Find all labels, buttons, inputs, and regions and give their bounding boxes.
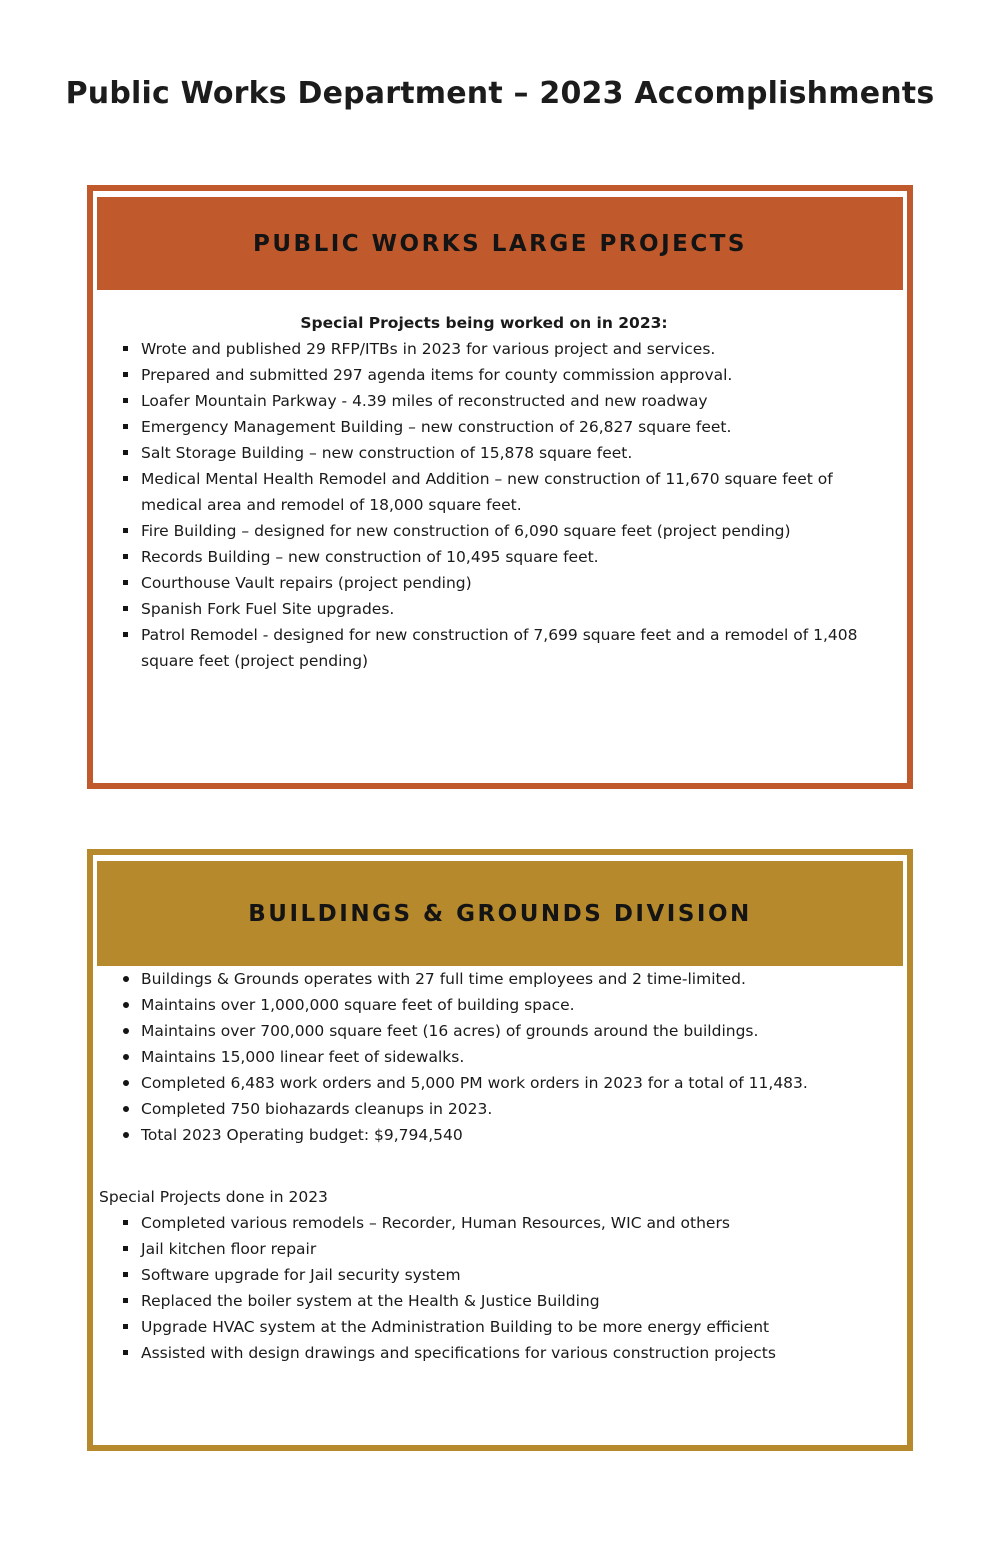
buildings-grounds-body [93,966,907,1366]
section-header-label: BUILDINGS & GROUNDS DIVISION [248,900,752,927]
buildings-grounds-overview-list [96,966,872,1148]
list-item: Spanish Fork Fuel Site upgrades. [96,596,872,622]
list-item: Patrol Remodel - designed for new construction of 7,699 square feet and a remodel of 1,408 square feet (project pending) [96,622,872,674]
list-item: Emergency Management Building – new construction of 26,827 square feet. [96,414,872,440]
list-item: Completed 750 biohazards cleanups in 2023. [96,1096,872,1122]
list-item: Wrote and published 29 RFP/ITBs in 2023 for various project and services. [96,336,872,362]
list-item: Fire Building – designed for new construction of 6,090 square feet (project pending) [96,518,872,544]
large-projects-body [93,310,907,674]
list-item: Courthouse Vault repairs (project pending) [96,570,872,596]
page-title: Public Works Department – 2023 Accomplishments [65,76,935,111]
section-header-large-projects [97,197,903,290]
list-item: Completed 6,483 work orders and 5,000 PM work orders in 2023 for a total of 11,483. [96,1070,872,1096]
list-item: Upgrade HVAC system at the Administration Building to be more energy efficient [96,1314,872,1340]
section-buildings-grounds [87,849,913,1451]
list-item: Maintains 15,000 linear feet of sidewalks. [96,1044,872,1070]
list-item: Maintains over 1,000,000 square feet of building space. [96,992,872,1018]
list-item: Records Building – new construction of 10,495 square feet. [96,544,872,570]
section-header-buildings-grounds [97,861,903,966]
list-item: Prepared and submitted 297 agenda items for county commission approval. [96,362,872,388]
section-large-projects [87,185,913,789]
list-item: Buildings & Grounds operates with 27 full time employees and 2 time-limited. [96,966,872,992]
list-item: Loafer Mountain Parkway - 4.39 miles of reconstructed and new roadway [96,388,872,414]
list-item: Software upgrade for Jail security system [96,1262,872,1288]
list-item: Salt Storage Building – new construction of 15,878 square feet. [96,440,872,466]
section-header-label: PUBLIC WORKS LARGE PROJECTS [253,230,747,257]
large-projects-subheader: Special Projects being worked on in 2023: [300,314,668,332]
special-projects-list [96,1210,872,1366]
list-item: Maintains over 700,000 square feet (16 acres) of grounds around the buildings. [96,1018,872,1044]
special-projects-title: Special Projects done in 2023 [99,1188,328,1206]
list-item: Replaced the boiler system at the Health & Justice Building [96,1288,872,1314]
list-item: Assisted with design drawings and specifications for various construction projects [96,1340,872,1366]
list-item: Jail kitchen floor repair [96,1236,872,1262]
large-projects-list [96,336,872,674]
list-item: Medical Mental Health Remodel and Addition – new construction of 11,670 square feet of medical area and remodel of 18,000 square feet. [96,466,872,518]
list-item: Total 2023 Operating budget: $9,794,540 [96,1122,872,1148]
list-item: Completed various remodels – Recorder, Human Resources, WIC and others [96,1210,872,1236]
